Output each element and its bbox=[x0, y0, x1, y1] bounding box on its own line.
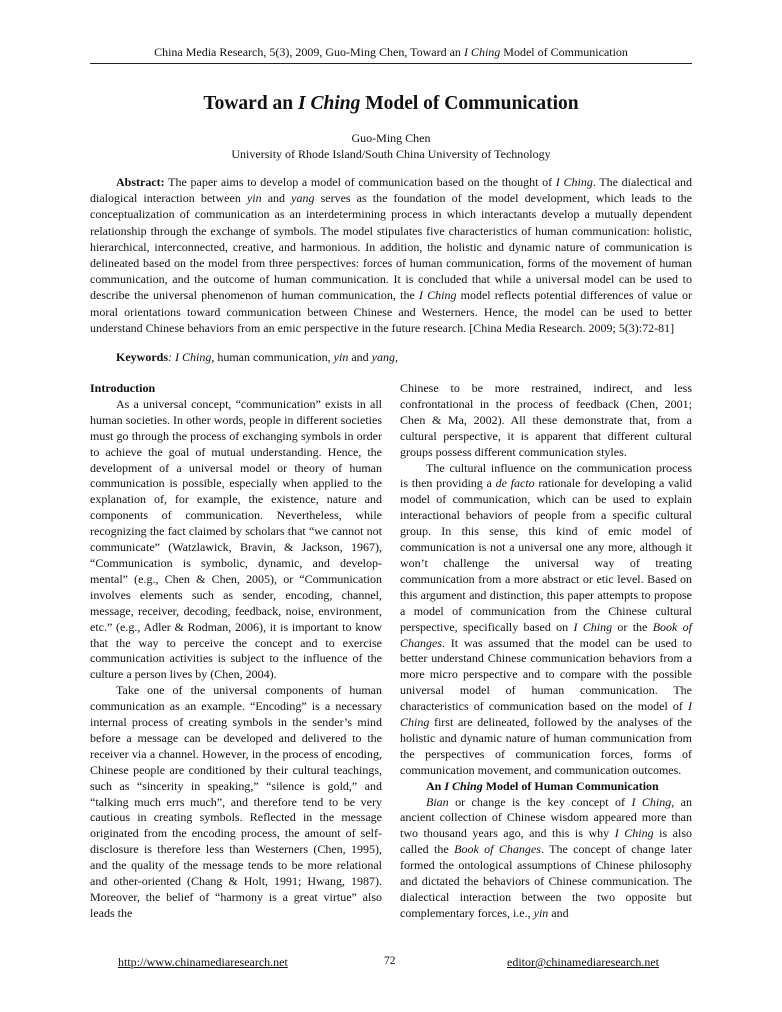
paragraph-text: or change is the key concept of bbox=[448, 794, 632, 809]
abstract-text: The paper aims to develop a model of communication based on the thought of bbox=[164, 175, 556, 189]
paragraph-italic: Bian bbox=[426, 794, 449, 809]
keywords-colon: : bbox=[168, 350, 172, 364]
paragraph bbox=[400, 795, 692, 922]
abstract-italic: I Ching bbox=[418, 288, 457, 303]
left-column bbox=[90, 381, 382, 922]
running-header-text-end: Model of Communication bbox=[500, 45, 628, 59]
title-part: Toward an bbox=[203, 93, 299, 114]
heading-text: An bbox=[426, 778, 445, 793]
abstract bbox=[90, 174, 692, 336]
paragraph: Chinese to be more restrained, indirect, and less confrontational in the process of feedback (Chen, 2001; Chen & Ma, 2002). All these demonstrate that, from a cultural perspective, it is apparent that different cultural groups possess different communication styles. bbox=[400, 381, 692, 459]
paragraph-italic: I Ching bbox=[400, 699, 692, 730]
abstract-label: Abstract: bbox=[116, 175, 165, 189]
abstract-text: model reflects potential differences of value or moral orientations toward communication between Chinese and Westerners. Hence, the model can be used to better understand Chinese behaviors from an emic perspective in the future research. [China Media Research. 2009; 5(3):72-81] bbox=[90, 288, 692, 335]
abstract-italic: yang bbox=[291, 191, 315, 206]
paragraph-italic: yin bbox=[533, 905, 549, 920]
heading-text: Model of Human Communication bbox=[482, 778, 659, 793]
page-number: 72 bbox=[384, 955, 396, 967]
header-rule bbox=[90, 63, 692, 64]
paragraph: As a universal concept, “communication” exists in all human societies. In other words, people in different societies must go through the process of exchanging symbols in order to achieve the goal of mutual understanding. Hence, the development of a universal model or theory of human communication is possible, especially when applied to the explanation of, for example, the existence, nature and components of communication. Nevertheless, while recognizing the fact claimed by scholars that “we cannot not communicate” (Watzlawick, Bravin, & Jackson, 1967), “Communication is symbolic, dynamic, and develop-mental” (e.g., Chen & Chen, 2005), or “Communication involves elements such as sender, encoding, channel, message, receiver, decoding, feedback, noise, environment, etc.” (e.g., Adler & Rodman, 2006), it is important to know that the way to perceive the concept and to exercise communication activities is subject to the influence of the culture a person lives by (Chen, 2004). bbox=[90, 396, 382, 682]
paragraph: Take one of the universal components of human communication as an example. “Encoding” is a necessary internal process of creating symbols in the sender’s mind before a message can be developed and delivered to the receiver via a channel. However, in the process of encoding, Chinese people are conditioned by their cultural teachings, such as “sincerity in speaking,” “silence is gold,” and “talking much errs much”, and therefore tend to be very cautious in creating symbols. Reflected in the message originated from the encoding process, the amount of self-disclosure is therefore less than Westerners (Chen, 1995), and the quality of the message tends to be more relational and other-oriented (Chang & Holt, 1991; Hwang, 1987). Moreover, the belief of “harmony is a great virtue” also leads the bbox=[90, 683, 382, 920]
keyword-text: and bbox=[348, 350, 372, 364]
paragraph-text: first are delineated, followed by the analyses of the holistic and dynamic nature of human communication from the perspectives of communication forces, forms of communication movement, and communication outcomes. bbox=[400, 715, 692, 777]
paragraph-italic: de facto bbox=[495, 476, 535, 491]
heading-italic: I Ching bbox=[444, 778, 483, 793]
author-name: Guo-Ming Chen bbox=[351, 131, 431, 145]
running-header bbox=[0, 45, 782, 59]
keywords-label: Keywords bbox=[116, 350, 168, 364]
running-header-text: China Media Research, 5(3), 2009, Guo-Ming Chen, Toward an bbox=[154, 45, 464, 59]
keywords bbox=[90, 349, 692, 365]
paragraph-text: rationale for developing a valid model of communication, which can be used to explain interactional behaviors of people from a specific cultural group. In this sense, this kind of emic model of communication is not a universal one any more, although it won’t challenge the universal way of treating communication from a more abstract or etic level. Based on this argument and distinction, this paper attempts to propose a model of communication from the Chinese cultural perspective, specifically based on bbox=[400, 476, 693, 634]
paragraph-italic: Book of Changes bbox=[400, 619, 692, 650]
section-heading-model bbox=[400, 779, 692, 795]
keyword-text: , bbox=[394, 350, 398, 364]
paragraph-italic: I Ching bbox=[573, 619, 613, 634]
keyword-italic: yang bbox=[371, 350, 395, 364]
abstract-text: . The dialectical and dialogical interaction between bbox=[90, 175, 692, 206]
paragraph-text: The cultural influence on the communication process is then providing a bbox=[400, 460, 692, 491]
abstract-italic: I Ching bbox=[555, 175, 593, 189]
title-italic: I Ching bbox=[298, 93, 361, 114]
paragraph-text: or the bbox=[612, 619, 653, 634]
paragraph-italic: Book of Changes bbox=[454, 842, 541, 857]
paragraph-text: , an ancient collection of Chinese wisdom appeared more than two thousand years ago, and this is why bbox=[400, 794, 692, 841]
paragraph-italic: I Ching bbox=[631, 794, 672, 809]
footer-email-link[interactable]: editor@chinamediaresearch.net bbox=[507, 955, 659, 969]
abstract-text: and bbox=[261, 191, 292, 206]
paragraph-text: is also called the bbox=[400, 826, 693, 857]
title-part-end: Model of Communication bbox=[360, 93, 579, 114]
paragraph bbox=[400, 461, 692, 779]
section-heading-introduction: Introduction bbox=[90, 381, 156, 395]
keyword-italic: I Ching bbox=[175, 350, 212, 364]
running-header-italic: I Ching bbox=[463, 45, 501, 59]
article-title bbox=[0, 92, 782, 116]
author-affiliation: University of Rhode Island/South China University of Technology bbox=[231, 147, 551, 161]
paragraph-text: . The concept of change later formed the ontological assumptions of Chinese philosophy and dictated the behaviors of Chinese communication. The dialectical interaction between the two opposite but complementary forces, i.e., bbox=[400, 842, 693, 920]
keyword-text: , human communication, bbox=[211, 350, 334, 364]
right-column bbox=[400, 381, 692, 922]
paragraph-text: . It was assumed that the model can be used to better understand Chinese communication behaviors from a more micro perspective and to compare with the possible universal model of human communication. The characteristics of communication based on the model of bbox=[400, 635, 692, 714]
abstract-italic: yin bbox=[246, 191, 262, 206]
paragraph-text: and bbox=[548, 905, 569, 920]
footer-website-link[interactable]: http://www.chinamediaresearch.net bbox=[118, 955, 288, 969]
keyword-italic: yin bbox=[333, 350, 349, 364]
paragraph-italic: I Ching bbox=[614, 826, 654, 841]
abstract-text: serves as the foundation of the model development, which leads to the conceptualization of communication as an interdetermining process in which interactants develop a mutually dependent relationship through the exchange of symbols. The model stipulates five characteristics of human communication: holistic, hierarchical, interconnected, creative, and harmonious. In addition, the holistic and dynamic nature of communication is delineated based on the model from three perspectives: forces of human communication, forms of the movement of human communication, and the outcome of human communication. It is concluded that while a universal model can be used to describe the universal phenomenon of human communication, the bbox=[90, 191, 693, 303]
